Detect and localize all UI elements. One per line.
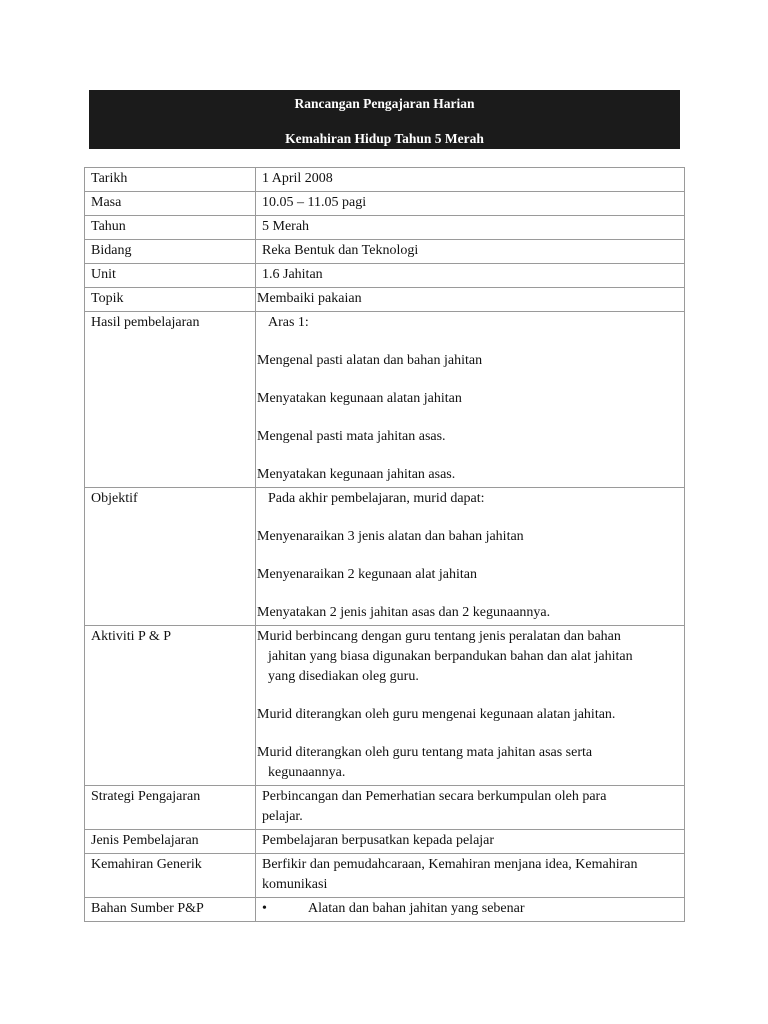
bullet-icon: • (262, 901, 267, 916)
table-row-generik (85, 854, 685, 898)
hasil-item-1: Mengenal pasti alatan dan bahan jahitan (257, 353, 483, 368)
objektif-item-3: Menyatakan 2 jenis jahitan asas dan 2 kegunaannya. (257, 605, 551, 620)
row-value-unit: 1.6 Jahitan (256, 264, 685, 288)
hasil-intro: Aras 1: (268, 315, 309, 330)
topik-text: Membaiki pakaian (257, 291, 362, 306)
table-row-tarikh (85, 168, 685, 192)
bahan-text: Alatan dan bahan jahitan yang sebenar (308, 901, 525, 916)
row-label-tarikh: Tarikh (85, 168, 256, 192)
table-row-aktiviti (85, 626, 685, 786)
row-value-bahan (256, 898, 685, 922)
row-value-tahun: 5 Merah (256, 216, 685, 240)
table-row-objektif (85, 488, 685, 626)
row-value-aktiviti (256, 626, 685, 786)
strategi-line-1: Perbincangan dan Pemerhatian secara berkumpulan oleh para (262, 789, 607, 804)
lesson-plan-table (84, 167, 685, 922)
row-value-generik (256, 854, 685, 898)
row-value-jenis: Pembelajaran berpusatkan kepada pelajar (256, 830, 685, 854)
aktiviti-item-2: Murid diterangkan oleh guru mengenai kegunaan alatan jahitan. (257, 707, 616, 722)
row-value-strategi (256, 786, 685, 830)
aktiviti-item-3-line-1: Murid diterangkan oleh guru tentang mata jahitan asas serta (257, 745, 593, 760)
row-label-aktiviti: Aktiviti P & P (85, 626, 256, 786)
aktiviti-item-3-line-2: kegunaannya. (268, 765, 346, 780)
row-value-tarikh: 1 April 2008 (256, 168, 685, 192)
aktiviti-item-1-line-2: jahitan yang biasa digunakan berpandukan bahan dan alat jahitan (268, 649, 633, 664)
row-label-hasil: Hasil pembelajaran (85, 312, 256, 488)
strategi-line-2: pelajar. (262, 809, 303, 824)
row-value-hasil (256, 312, 685, 488)
table-row-tahun (85, 216, 685, 240)
objektif-item-1: Menyenaraikan 3 jenis alatan dan bahan jahitan (257, 529, 524, 544)
document-title: Rancangan Pengajaran Harian (294, 96, 475, 111)
aktiviti-item-1-line-1: Murid berbincang dengan guru tentang jenis peralatan dan bahan (257, 629, 621, 644)
generik-line-2: komunikasi (262, 877, 328, 892)
table-row-hasil (85, 312, 685, 488)
row-label-jenis: Jenis Pembelajaran (85, 830, 256, 854)
aktiviti-item-1-line-3: yang disediakan oleg guru. (268, 669, 419, 684)
objektif-intro: Pada akhir pembelajaran, murid dapat: (268, 491, 485, 506)
row-label-tahun: Tahun (85, 216, 256, 240)
generik-line-1: Berfikir dan pemudahcaraan, Kemahiran menjana idea, Kemahiran (262, 857, 638, 872)
table-row-strategi (85, 786, 685, 830)
hasil-item-2: Menyatakan kegunaan alatan jahitan (257, 391, 462, 406)
table-row-bahan (85, 898, 685, 922)
row-label-masa: Masa (85, 192, 256, 216)
row-label-generik: Kemahiran Generik (85, 854, 256, 898)
row-label-objektif: Objektif (85, 488, 256, 626)
document-subtitle: Kemahiran Hidup Tahun 5 Merah (285, 131, 484, 146)
table-row-bidang (85, 240, 685, 264)
row-value-masa: 10.05 – 11.05 pagi (256, 192, 685, 216)
hasil-item-3: Mengenal pasti mata jahitan asas. (257, 429, 446, 444)
row-label-bidang: Bidang (85, 240, 256, 264)
row-value-topik (256, 288, 685, 312)
table-row-unit (85, 264, 685, 288)
row-label-bahan: Bahan Sumber P&P (85, 898, 256, 922)
bahan-list-item (262, 899, 678, 919)
row-label-strategi: Strategi Pengajaran (85, 786, 256, 830)
document-header (89, 90, 680, 149)
row-label-topik: Topik (85, 288, 256, 312)
table-row-topik (85, 288, 685, 312)
table-row-masa (85, 192, 685, 216)
row-value-bidang: Reka Bentuk dan Teknologi (256, 240, 685, 264)
table-row-jenis (85, 830, 685, 854)
row-value-objektif (256, 488, 685, 626)
hasil-item-4: Menyatakan kegunaan jahitan asas. (257, 467, 456, 482)
row-label-unit: Unit (85, 264, 256, 288)
objektif-item-2: Menyenaraikan 2 kegunaan alat jahitan (257, 567, 478, 582)
